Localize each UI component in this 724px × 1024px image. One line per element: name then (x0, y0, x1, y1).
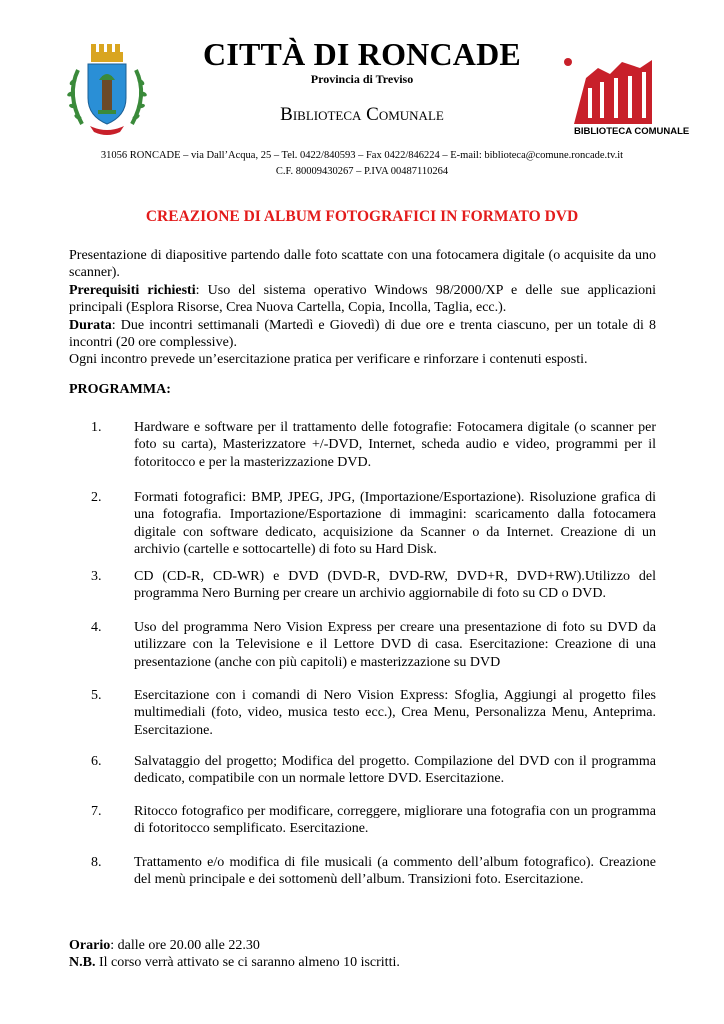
item-text: Salvataggio del progetto; Modifica del progetto. Compilazione del DVD con il programma dedicato, compatibile con un normale lettore DVD. Esercitazione. (134, 754, 656, 787)
schedule (69, 937, 656, 954)
item-number: 4. (91, 620, 102, 635)
contact-address (0, 148, 724, 180)
item-number: 8. (91, 855, 102, 870)
duration-text: : Due incontri settimanali (Martedì e Giovedì) di due ore e trenta ciascuno, per un totale di 8 incontri (20 ore complessive). (69, 317, 656, 351)
schedule-text: : dalle ore 20.00 alle 22.30 (110, 938, 260, 953)
town-title: CITTÀ DI RONCADE (203, 36, 521, 72)
item-number: 6. (91, 754, 102, 769)
library-logo-icon (560, 48, 690, 137)
item-text: Trattamento e/o modifica di file musicali (a commento dell’album fotografico). Creazione del menù principale e dei sottomenù dell’album. Transizioni foto. Esercitazione. (134, 855, 656, 888)
nb-text: Il corso verrà attivato se ci saranno almeno 10 iscritti. (95, 955, 400, 971)
item-number: 5. (91, 688, 102, 703)
item-text: Ritocco fotografico per modificare, correggere, migliorare una fotografia con un programma di fotoritocco semplificato. Esercitazione. (134, 804, 656, 837)
program-item (69, 753, 656, 788)
course-footer (69, 937, 656, 972)
practice-note: Ogni incontro prevede un’esercitazione pratica per verificare e rinforzare i contenuti esposti. (69, 352, 588, 368)
prerequisites-text: : Uso del sistema operativo Windows 98/2000/XP e delle sue applicazioni principali (Esplora Risorse, Crea Nuova Cartella, Copia, Incolla, Taglia, ecc.). (69, 282, 656, 316)
program-heading: PROGRAMMA: (69, 382, 171, 397)
program-item (69, 568, 656, 603)
course-description: Presentazione di diapositive partendo dalle foto scattate con una fotocamera digitale (o acquisite da uno scanner). (69, 248, 656, 281)
program-item (69, 489, 656, 559)
activation-note (69, 954, 656, 971)
item-text: Formati fotografici: BMP, JPEG, JPG, (Importazione/Esportazione). Risoluzione grafica di una fotografia. Importazione/Esportazione di immagini: scaricamento dalla fotocamera digitale con software dedicato, acquisizione da Scanner o da Internet. Creazione di un archivio (cartelle e sottocartelle) di foto su Hard Disk. (134, 490, 656, 558)
course-title: CREAZIONE DI ALBUM FOTOGRAFICI IN FORMATO DVD (145, 208, 579, 225)
program-item (69, 854, 656, 889)
program-item (69, 619, 656, 671)
nb-label: N.B. (69, 955, 96, 971)
course-intro (69, 247, 656, 369)
item-text: Uso del programma Nero Vision Express per creare una presentazione di foto su DVD da utilizzare con la Televisione e il Lettore DVD di casa. Esercitazione: Creazione di una presentazione (anche con più capitoli) e masterizzazione su DVD (134, 620, 656, 670)
prerequisites-label: Prerequisiti richiesti (69, 282, 196, 298)
library-name: Biblioteca Comunale (280, 104, 444, 125)
province-name: Provincia di Treviso (310, 72, 414, 86)
duration (69, 317, 656, 352)
prerequisites (69, 282, 656, 317)
item-text: CD (CD-R, CD-WR) e DVD (DVD-R, DVD-RW, DVD+R, DVD+RW).Utilizzo del programma Nero Burning per creare un archivio aggiornabile di foto su CD o DVD. (134, 569, 656, 602)
program-item (69, 803, 656, 838)
address-line: 31056 RONCADE – via Dall’Acqua, 25 – Tel. 0422/840593 – Fax 0422/846224 – E-mail: biblioteca@comune.roncade.tv.it (100, 150, 624, 161)
duration-label: Durata (69, 317, 112, 333)
tax-ids-line: C.F. 80009430267 – P.IVA 00487110264 (275, 166, 449, 177)
item-text: Esercitazione con i comandi di Nero Vision Express: Sfoglia, Aggiungi al progetto files multimediali (foto, video, musica testo ecc.), Crea Menu, Personalizza Menu, Anteprima. Esercitazione. (134, 688, 656, 738)
schedule-label: Orario (69, 938, 111, 953)
item-number: 3. (91, 569, 102, 584)
program-item (69, 687, 656, 739)
item-number: 1. (91, 420, 102, 435)
program-item (69, 419, 656, 471)
logo-lettering: BIBLIOTECA COMUNALE (574, 126, 690, 137)
letterhead (0, 0, 724, 190)
item-number: 2. (91, 490, 102, 505)
item-number: 7. (91, 804, 102, 819)
item-text: Hardware e software per il trattamento delle fotografie: Fotocamera digitale (o scanner per foto su carta), Masterizzatore +/-DVD, Internet, scheda audio e video, programmi per il fotoritocco e per la masterizzazione DVD. (134, 420, 656, 470)
